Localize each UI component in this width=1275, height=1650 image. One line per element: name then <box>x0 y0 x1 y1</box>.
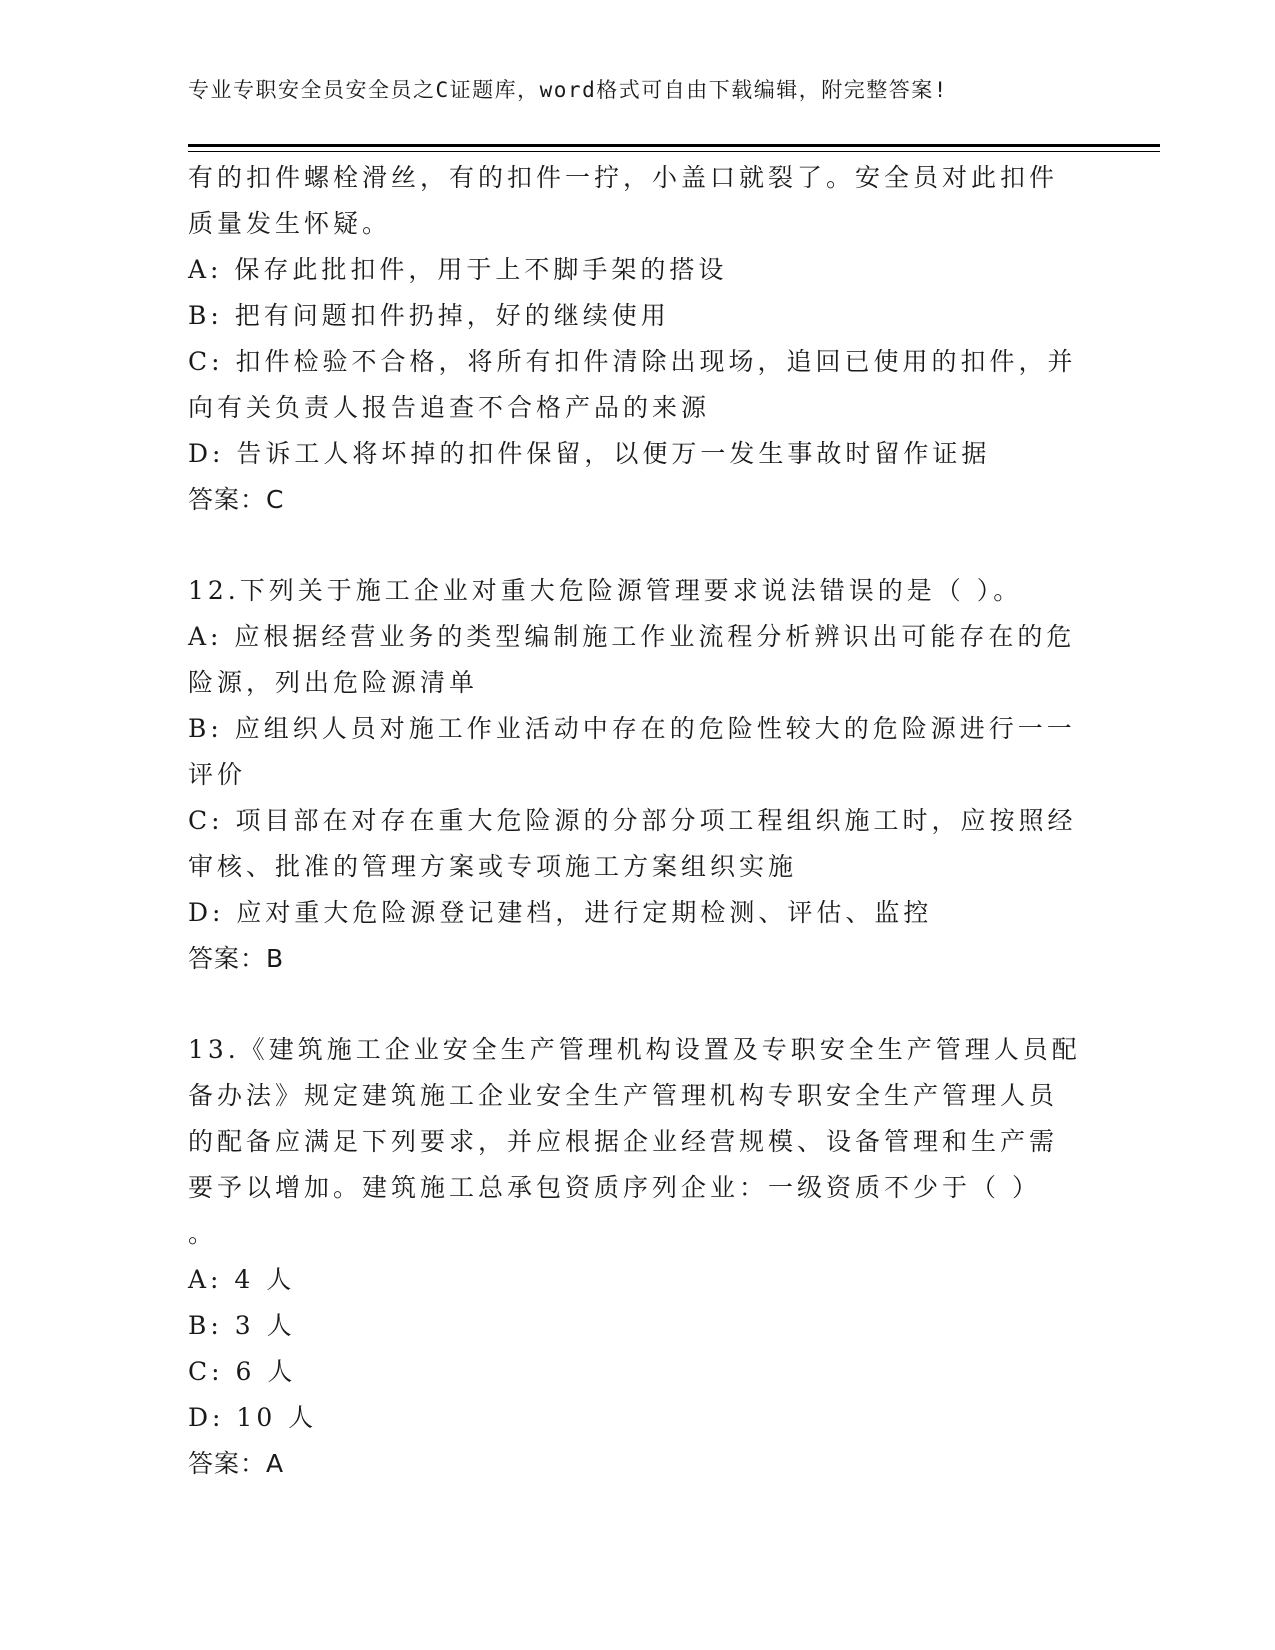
answer: 答案：A <box>188 1449 285 1478</box>
option-a: A: 4 人 <box>188 1265 296 1294</box>
document-body <box>188 155 1088 1487</box>
question-13 <box>188 1027 1088 1487</box>
option-a: A: 保存此批扣件，用于上不脚手架的搭设 <box>188 255 728 284</box>
question-stem-line: 质量发生怀疑。 <box>188 209 392 238</box>
question-stem-line: 。 <box>188 1219 218 1248</box>
question-spacer <box>188 523 1088 568</box>
option-d: D: 告诉工人将坏掉的扣件保留，以便万一发生事故时留作证据 <box>188 439 991 468</box>
option-d: D: 应对重大危险源登记建档，进行定期检测、评估、监控 <box>188 898 933 927</box>
answer: 答案：B <box>188 944 285 973</box>
question-stem-line: 13.《建筑施工企业安全生产管理机构设置及专职安全生产管理人员配 <box>188 1035 1081 1064</box>
option-d: D: 10 人 <box>188 1403 318 1432</box>
option-a-line: A: 应根据经营业务的类型编制施工作业流程分析辨识出可能存在的危 <box>188 622 1076 651</box>
option-c-line: 审核、批准的管理方案或专项施工方案组织实施 <box>188 852 798 881</box>
question-stem: 12.下列关于施工企业对重大危险源管理要求说法错误的是（ ）。 <box>188 576 1023 605</box>
answer: 答案：C <box>188 485 285 514</box>
option-c: C: 6 人 <box>188 1357 297 1386</box>
option-c-line: C: 扣件检验不合格，将所有扣件清除出现场，追回已使用的扣件，并 <box>188 347 1077 376</box>
option-c-line: C: 项目部在对存在重大危险源的分部分项工程组织施工时，应按照经 <box>188 806 1077 835</box>
header-rule-thin <box>188 151 1160 152</box>
header-rule-thick <box>188 144 1160 147</box>
question-stem-line: 要予以增加。建筑施工总承包资质序列企业：一级资质不少于（ ） <box>188 1173 1041 1202</box>
question-12 <box>188 568 1088 982</box>
option-c-line: 向有关负责人报告追查不合格产品的来源 <box>188 393 711 422</box>
option-b-line: 评价 <box>188 760 247 789</box>
question-stem-line: 的配备应满足下列要求，并应根据企业经营规模、设备管理和生产需 <box>188 1127 1059 1156</box>
option-b: B: 3 人 <box>188 1311 296 1340</box>
page-header-text: 专业专职安全员安全员之C证题库，word格式可自由下载编辑，附完整答案! <box>188 78 948 102</box>
question-stem-line: 备办法》规定建筑施工企业安全生产管理机构专职安全生产管理人员 <box>188 1081 1059 1110</box>
option-b-line: B: 应组织人员对施工作业活动中存在的危险性较大的危险源进行一一 <box>188 714 1076 743</box>
question-stem-line: 有的扣件螺栓滑丝，有的扣件一拧，小盖口就裂了。安全员对此扣件 <box>188 163 1059 192</box>
question-11 <box>188 155 1088 523</box>
question-spacer <box>188 982 1088 1027</box>
option-b: B: 把有问题扣件扔掉，好的继续使用 <box>188 301 670 330</box>
option-a-line: 险源，列出危险源清单 <box>188 668 479 697</box>
